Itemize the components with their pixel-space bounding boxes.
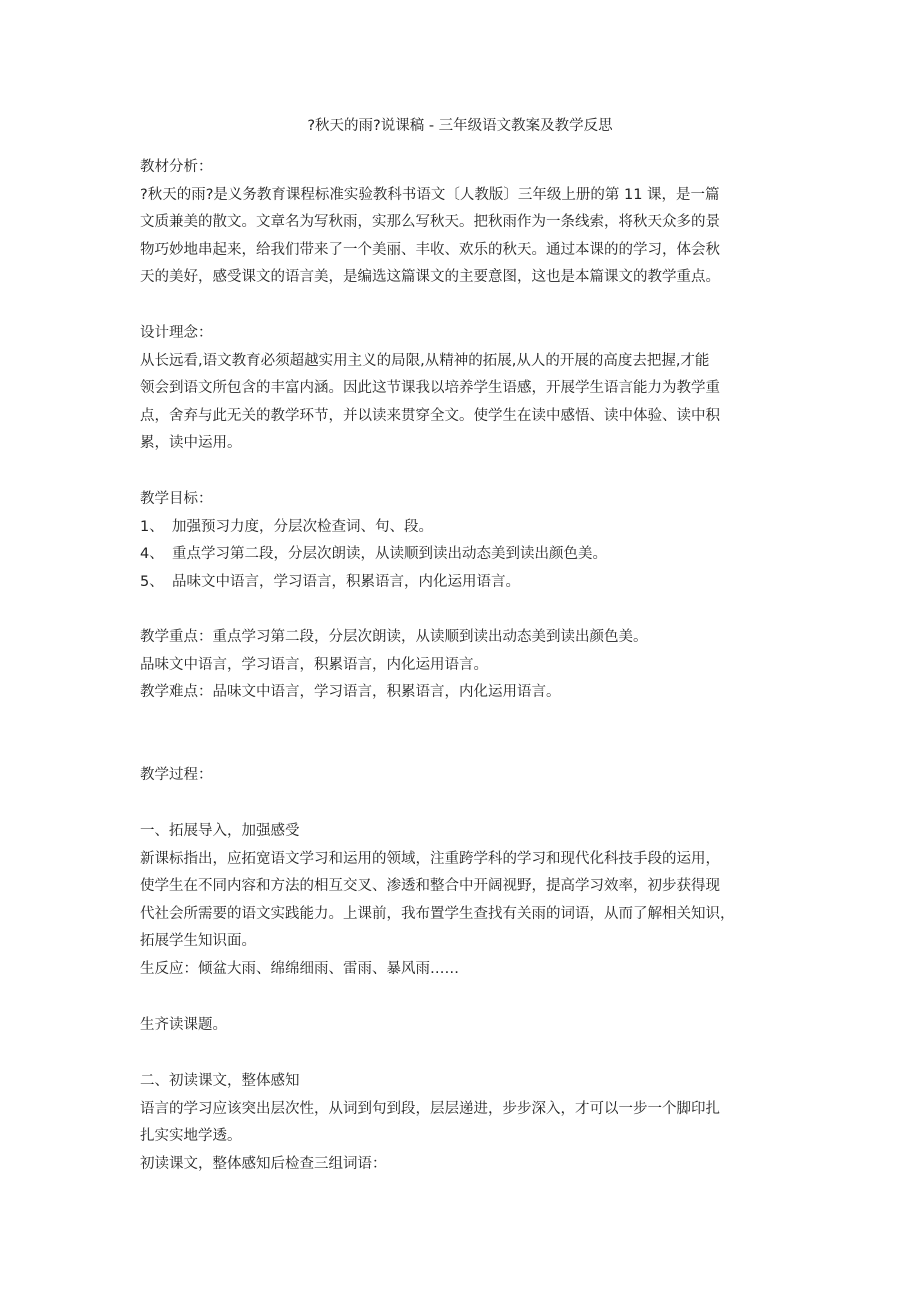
paragraph-line: 新课标指出，应拓宽语文学习和运用的领域，注重跨学科的学习和现代化科技手段的运用，	[140, 850, 720, 867]
section-heading: 教学过程：	[140, 767, 213, 783]
paragraph-line: 点，舍弃与此无关的教学环节，并以读来贯穿全文。使学生在读中感悟、读中体验、读中积	[140, 407, 720, 424]
section-heading: 教材分析：	[140, 159, 213, 175]
paragraph-line: ?秋天的雨?是义务教育课程标准实验教科书语文〔人教版〕三年级上册的第 11 课，是一篇	[140, 186, 720, 203]
list-text: 品味文中语言，学习语言，积累语言，内化运用语言。	[172, 573, 520, 590]
paragraph-line: 物巧妙地串起来，给我们带来了一个美丽、丰收、欢乐的秋天。通过本课的的学习，体会秋	[140, 241, 720, 258]
section-key-points	[140, 624, 796, 707]
document-title: ?秋天的雨?说课稿 - 三年级语文教案及教学反思	[307, 118, 613, 134]
section-read-title	[140, 1012, 796, 1040]
section-teaching-goals	[140, 486, 796, 596]
paragraph-line: 拓展学生知识面。	[140, 933, 256, 949]
section-step-two	[140, 1068, 796, 1178]
list-text: 加强预习力度，分层次检查词、句、段。	[172, 518, 433, 535]
paragraph-line: 生反应：倾盆大雨、绵绵细雨、雷雨、暴风雨……	[140, 960, 459, 977]
section-heading: 设计理念：	[140, 325, 213, 341]
paragraph-line: 累，读中运用。	[140, 435, 242, 451]
section-textbook-analysis	[140, 154, 796, 292]
section-heading: 教学目标：	[140, 491, 213, 507]
paragraph-line: 教学重点：重点学习第二段，分层次朗读，从读顺到读出动态美到读出颜色美。	[140, 629, 648, 645]
list-number: 5、	[140, 573, 164, 590]
section-heading: 二、初读课文，整体感知	[140, 1073, 300, 1089]
section-heading: 一、拓展导入，加强感受	[140, 823, 300, 839]
list-text: 重点学习第二段，分层次朗读，从读顺到读出动态美到读出颜色美。	[172, 546, 607, 562]
list-number: 1、	[140, 518, 164, 535]
list-number: 4、	[140, 546, 164, 562]
paragraph-line: 生齐读课题。	[140, 1017, 227, 1033]
list-item	[140, 541, 796, 569]
section-design-concept	[140, 320, 796, 458]
paragraph-line: 语言的学习应该突出层次性，从词到句到段，层层递进，步步深入，才可以一步一个脚印扎	[140, 1100, 720, 1117]
list-item	[140, 569, 796, 597]
section-step-one	[140, 818, 796, 983]
paragraph-line: 天的美好，感受课文的语言美，是编选这篇课文的主要意图，这也是本篇课文的教学重点。	[140, 269, 720, 285]
list-item	[140, 514, 796, 542]
paragraph-line: 教学难点：品味文中语言，学习语言，积累语言，内化运用语言。	[140, 684, 561, 700]
paragraph-line: 从长远看,语文教育必须超越实用主义的局限,从精神的拓展,从人的开展的高度去把握,才能	[140, 352, 710, 369]
paragraph-line: 领会到语文所包含的丰富内涵。因此这节课我以培养学生语感，开展学生语言能力为教学重	[140, 380, 720, 396]
paragraph-line: 扎实实地学透。	[140, 1128, 242, 1144]
paragraph-line: 初读课文，整体感知后检查三组词语：	[140, 1155, 387, 1172]
paragraph-line: 使学生在不同内容和方法的相互交叉、渗透和整合中开阔视野，提高学习效率，初步获得现	[140, 878, 720, 894]
paragraph-line: 品味文中语言，学习语言，积累语言，内化运用语言。	[140, 656, 488, 673]
section-teaching-process	[140, 762, 796, 790]
paragraph-line: 文质兼美的散文。文章名为写秋雨，实那么写秋天。把秋雨作为一条线索，将秋天众多的景	[140, 214, 720, 230]
paragraph-line: 代社会所需要的语文实践能力。上课前，我布置学生查找有关雨的词语，从而了解相关知识，	[140, 905, 735, 922]
